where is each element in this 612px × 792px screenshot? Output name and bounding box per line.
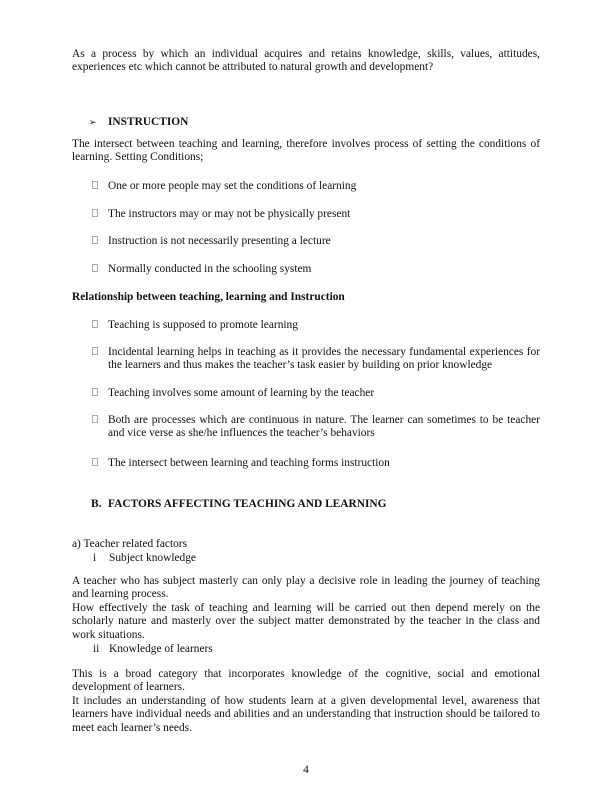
list-item: Incidental learning helps in teaching as it provides the necessary fundamental experiences for the learners and thus makes the teacher’s task easier by building on prior knowledge: [92, 346, 540, 373]
instruction-paragraph: The intersect between teaching and learning, therefore involves process of setting the conditions of learning. Setting Conditions;: [72, 138, 540, 164]
paragraph: How effectively the task of teaching and learning will be carried out then depend merely on the scholarly nature and masterly over the subject matter demonstrated by the teacher in the class and work situations.: [72, 602, 540, 641]
list-item: One or more people may set the conditions of learning: [92, 180, 540, 193]
bullet-box-icon: [92, 180, 108, 193]
factors-heading: B. FACTORS AFFECTING TEACHING AND LEARNING: [91, 498, 387, 510]
bullet-box-icon: [92, 387, 108, 400]
instruction-heading: [89, 116, 557, 130]
heading-text: INSTRUCTION: [108, 116, 189, 128]
bullet-box-icon: [92, 414, 108, 427]
paragraph: It includes an understanding of how students learn at a given developmental level, awareness that learners have individual needs and abilities and an understanding that instruction should be tailored to meet each learner’s needs.: [72, 695, 540, 734]
bullet-box-icon: [92, 319, 108, 332]
subheading-subject-knowledge: i Subject knowledge: [93, 552, 196, 564]
bullet-box-icon: [92, 235, 108, 248]
bullet-box-icon: [92, 346, 108, 359]
list-item: Normally conducted in the schooling system: [92, 263, 540, 276]
list-item: Both are processes which are continuous in nature. The learner can sometimes to be teacher and vice verse as she/he influences the teacher’s behaviors: [92, 414, 540, 441]
paragraph: This is a broad category that incorporates knowledge of the cognitive, social and emotional development of learners.: [72, 668, 540, 694]
bullet-box-icon: [92, 457, 108, 470]
list-item: The intersect between learning and teaching forms instruction: [92, 457, 540, 470]
relationship-heading: Relationship between teaching, learning and Instruction: [72, 291, 345, 303]
page-number: 4: [303, 764, 309, 776]
list-item: The instructors may or may not be physically present: [92, 208, 540, 221]
arrow-bullet-icon: ➢: [89, 118, 97, 128]
teacher-factors-label: a) Teacher related factors: [72, 538, 188, 550]
intro-paragraph: As a process by which an individual acquires and retains knowledge, skills, values, attitudes, experiences etc which cannot be attributed to natural growth and development?: [72, 48, 540, 74]
subheading-knowledge-of-learners: ii Knowledge of learners: [93, 643, 213, 655]
paragraph: A teacher who has subject masterly can only play a decisive role in leading the journey of teaching and learning process.: [72, 575, 540, 601]
list-item: Instruction is not necessarily presenting a lecture: [92, 235, 540, 248]
bullet-box-icon: [92, 263, 108, 276]
list-item: Teaching involves some amount of learning by the teacher: [92, 387, 540, 400]
list-item: Teaching is supposed to promote learning: [92, 319, 540, 332]
bullet-box-icon: [92, 208, 108, 221]
